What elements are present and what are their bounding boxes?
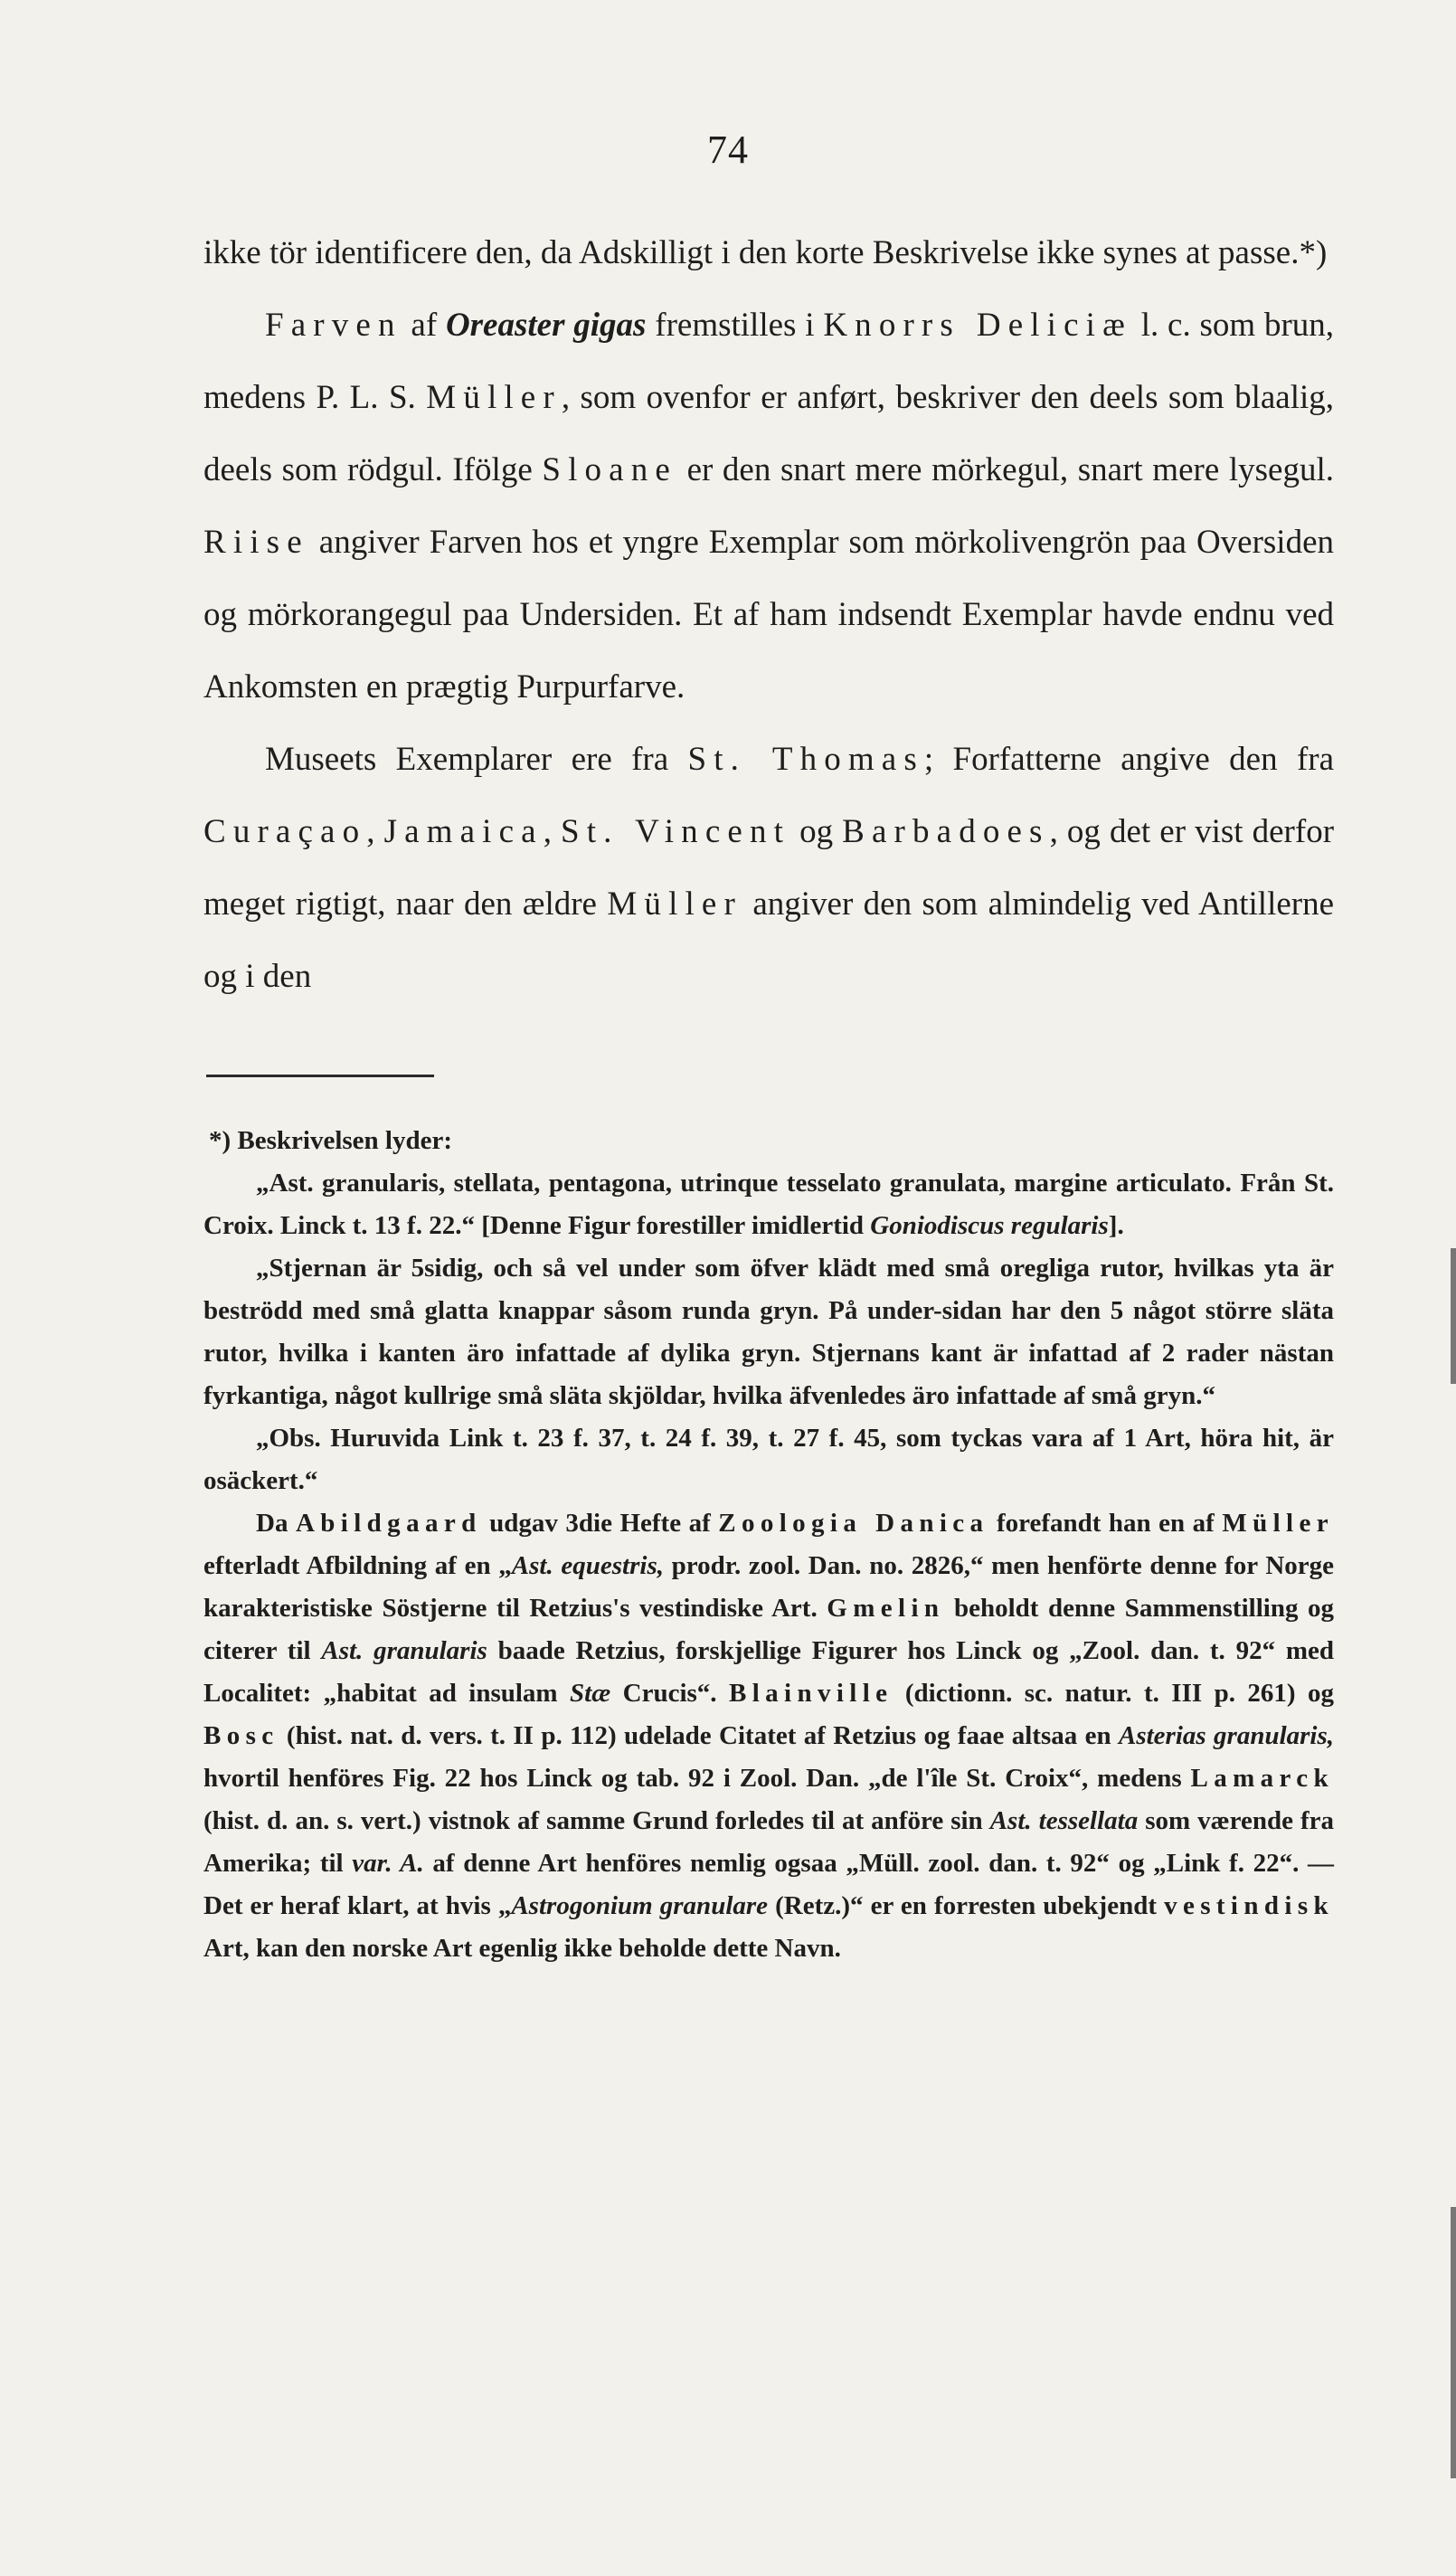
footnote-lead: *) Beskrivelsen lyder: <box>209 1126 453 1155</box>
footnote-quote-2: „Stjernan är 5sidig, och så vel under som öfver klädt med små oregliga rutor, hvilkas yta är beströdd med små glatta knappar såsom runda gryn. På under-sidan har den 5 något större släta rutor, hvilka i kanten äro infattade af dylika gryn. Stjernans kant är infattad af 2 rader nästan fyrkantiga, något kullrige små släta skjöldar, hvilka äfvenledes äro infattade af små gryn.“ <box>203 1254 1334 1410</box>
paragraph-1: ikke tör identificere den, da Adskilligt i den korte Beskrivelse ikke synes at passe.*) <box>203 234 1328 271</box>
main-text <box>203 217 1334 1013</box>
footnote-divider <box>206 1075 434 1077</box>
footnote <box>203 1120 1334 1970</box>
page-edge-mark <box>1451 2207 1456 2478</box>
footnote-quote-1: „Ast. granularis, stellata, pentagona, utrinque tesselato granulata, margine articulato. Från St. Croix. Linck t. 13 f. 22.“ [Denne Figur forestiller imidlertid Goniodiscus regularis]. <box>203 1169 1334 1240</box>
page-edge-mark <box>1451 1248 1456 1384</box>
page-number: 74 <box>707 128 749 172</box>
paragraph-3: Museets Exemplarer ere fra St. Thomas; Forfatterne angive den fra Curaçao, Jamaica, St. Vincent og Barbadoes, og det er vist derfor meget rigtigt, naar den ældre Müller angiver den som almindelig ved Antillerne og i den <box>203 741 1335 995</box>
footnote-paragraph-4: Da Abildgaard udgav 3die Hefte af Zoologia Danica forefandt han en af Müller efterladt Afbildning af en „Ast. equestris, prodr. zool. Dan. no. 2826,“ men henförte denne for Norge karakteristiske Söstjerne til Retzius's vestindiske Art. Gmelin beholdt denne Sammenstilling og citerer til Ast. granularis baade Retzius, forskjellige Figurer hos Linck og „Zool. dan. t. 92“ med Localitet: „habitat ad insulam Stæ Crucis“. Blainville (dictionn. sc. natur. t. III p. 261) og Bosc (hist. nat. d. vers. t. II p. 112) udelade Citatet af Retzius og faae altsaa en Asterias granularis, hvortil henföres Fig. 22 hos Linck og tab. 92 i Zool. Dan. „de l'île St. Croix“, medens Lamarck (hist. d. an. s. vert.) vistnok af samme Grund forledes til at anföre sin Ast. tessellata som værende fra Amerika; til var. A. af denne Art henföres nemlig ogsaa „Müll. zool. dan. t. 92“ og „Link f. 22“. — Det er heraf klart, at hvis „Astrogonium granulare (Retz.)“ er en forresten ubekjendt vestindisk Art, kan den norske Art egenlig ikke beholde dette Navn. <box>203 1509 1335 1963</box>
paragraph-2: Farven af Oreaster gigas fremstilles i Knorrs Deliciæ l. c. som brun, medens P. L. S. Müller, som ovenfor er anført, beskriver den deels som blaalig, deels som rödgul. Ifölge Sloane er den snart mere mörkegul, snart mere lysegul. Riise angiver Farven hos et yngre Exemplar som mörkolivengrön paa Oversiden og mörkorangegul paa Undersiden. Et af ham indsendt Exemplar havde endnu ved Ankomsten en prægtig Purpurfarve. <box>203 307 1335 706</box>
footnote-quote-3: „Obs. Huruvida Link t. 23 f. 37, t. 24 f. 39, t. 27 f. 45, som tyckas vara af 1 Art, höra hit, är osäckert.“ <box>203 1424 1334 1495</box>
